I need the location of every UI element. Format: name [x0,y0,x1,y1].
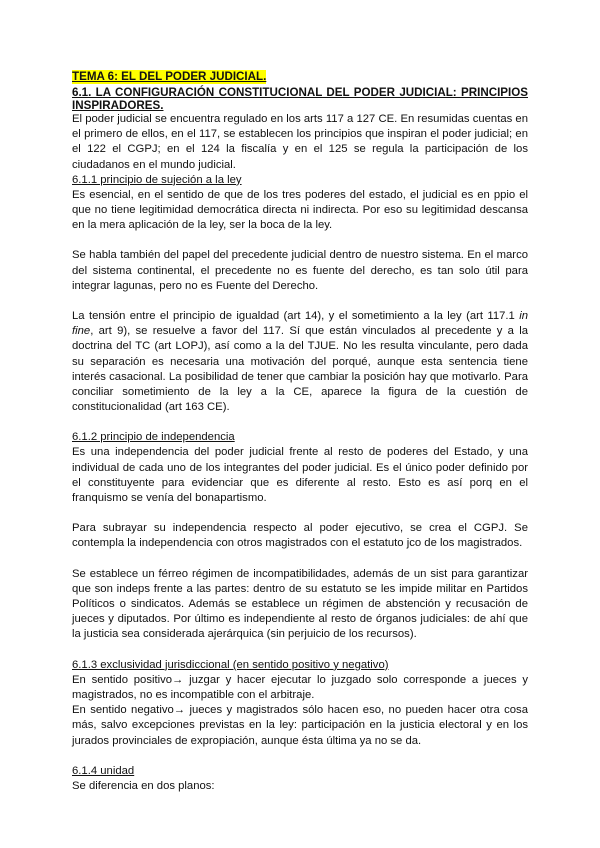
paragraph-611-1: Es esencial, en el sentido de que de los tres poderes del estado, el judicial es en ppio el que no tiene legitimidad democrática directa ni indirecta. Por eso su legitimidad descansa en la mera aplicación de la ley, ser la boca de la ley. [72,188,528,232]
paragraph-612-2: Para subrayar su independencia respecto al poder ejecutivo, se crea el CGPJ. Se contempla la independencia con otros magistrados con el estatuto jco de los magistrados. [72,522,528,550]
subsection-heading-614: 6.1.4 unidad [72,764,135,777]
paragraph-613-2: En sentido negativo→ jueces y magistrados sólo hacen eso, no pueden hacer otra cosa más, salvo excepciones previstas en la ley: participación en la justicia electoral y en los jurados provinciales de expropiación, aunque ésta última ya no se da. [72,704,528,747]
paragraph-612-3: Se establece un férreo régimen de incompatibilidades, además de un sist para garantizar que son indeps frente a las partes: dentro de su estatuto se les impide militar en Partidos Políticos o sindicatos. Además se establece un régimen de abstención y recusación de jueces y diputados. Por último es independiente al resto de órganos judiciales: de ahí que la justicia sea considerada ajerárquica (sin perjuicio de los recursos). [72,567,528,641]
paragraph-612-1: Es una independencia del poder judicial frente al resto de poderes del Estado, y una individual de cada uno de los integrantes del poder judicial. Es el único poder definido por el constituyente para evidenciar que es diferente al resto. Esto es así porq en el franquismo se venía del bonapartismo. [72,446,528,505]
subsection-heading-612: 6.1.2 principio de independencia [72,431,235,444]
paragraph-611-3-a: La tensión entre el principio de igualdad (art 14), y el sometimiento a la ley (art 117.1 [72,310,520,323]
subsection-heading-613: 6.1.3 exclusividad jurisdiccional (en sentido positivo y negativo) [72,658,389,671]
paragraph-613-1: En sentido positivo→ juzgar y hacer ejecutar lo juzgado solo corresponde a jueces y magistrados, no es incompatible con el arbitraje. [72,673,528,701]
document-page [72,70,528,794]
intro-paragraph: El poder judicial se encuentra regulado en los arts 117 a 127 CE. En resumidas cuentas en el primero de ellos, en el 117, se establecen los principios que inspiran el poder judicial; en el 122 el CGPJ; en el 124 la fiscalía y en el 125 se regula la participación de los ciudadanos en el mundo judicial. [72,113,528,171]
paragraph-614-1: Se diferencia en dos planos: [72,779,215,792]
paragraph-611-3 [72,309,528,415]
paragraph-611-2: Se habla también del papel del precedente judicial dentro de nuestro sistema. En el marco del sistema continental, el precedente no es fuente del derecho, es tan solo útil para integrar lagunas, pero no es Fuente del Derecho. [72,249,528,292]
document-title: TEMA 6: EL DEL PODER JUDICIAL. [72,70,267,83]
section-heading: 6.1. LA CONFIGURACIÓN CONSTITUCIONAL DEL PODER JUDICIAL: PRINCIPIOS INSPIRADORES. [72,86,528,112]
paragraph-611-3-b: , art 9), se resuelve a favor del 117. Sí que están vinculados al precedente y a la doctrina del TC (art LOPJ), así como a la del TJUE. No les resulta vinculante, pero dada su separación es necesaria una motivación del porqué, aunque esta sentencia tiene interés casacional. La posibilidad de tener que cambiar la posición hay que motivarlo. Para conciliar sometimiento de la ley a la CE, aparece la figura de la cuestión de constitucionalidad (art 163 CE). [72,325,528,414]
paragraph-611-3-emphasis: in fine [72,310,528,338]
subsection-heading-611: 6.1.1 principio de sujeción a la ley [72,173,242,186]
